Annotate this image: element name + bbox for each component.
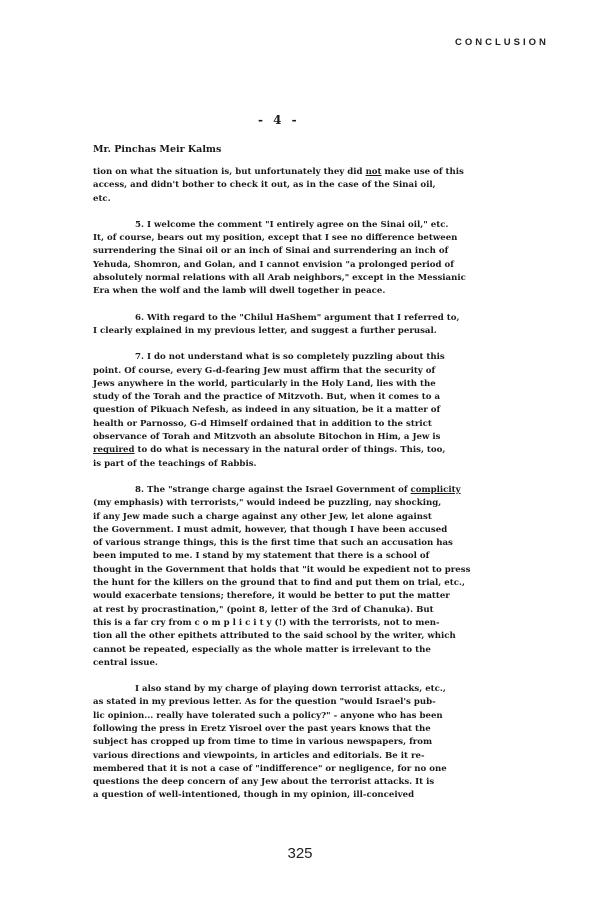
text-line	[93, 166, 523, 179]
emphasis-not: not	[365, 167, 382, 177]
paragraph-5	[93, 219, 523, 299]
text-line-fragment: make use of this	[381, 167, 464, 177]
text-line: observance of Torah and Mitzvoth an absolute Bitochon in Him, a Jew is	[93, 432, 441, 443]
text-line: health or Parnosso, G-d Himself ordained that in addition to the strict	[93, 418, 432, 429]
text-line: tion all the other epithets attributed to the said school by the writer, which	[93, 631, 456, 642]
text-line-fragment: to do what is necessary in the natural order of things. This, too,	[134, 445, 446, 456]
paragraph-7	[93, 351, 523, 471]
text-line: point. Of course, every G-d-fearing Jew must affirm that the security of	[93, 365, 436, 376]
text-line: central issue.	[93, 657, 158, 668]
text-line	[93, 484, 523, 497]
text-line: It, of course, bears out my position, except that I see no difference between	[93, 233, 458, 244]
text-line: questions the deep concern of any Jew about the terrorist attacks. It is	[93, 777, 435, 788]
paragraph-8	[93, 484, 523, 670]
letter-page-marker: - 4 -	[258, 113, 297, 127]
text-line: surrendering the Sinai oil or an inch of Sinai and surrendering an inch of	[93, 246, 449, 257]
text-line: 7. I do not understand what is so completely puzzling about this	[135, 352, 445, 363]
paragraph-6	[93, 312, 523, 339]
text-line: would exacerbate tensions; therefore, it would be better to put the matter	[93, 591, 450, 602]
text-line: Yehuda, Shomron, and Golan, and I cannot envision "a prolonged period of	[93, 259, 454, 270]
text-line: if any Jew made such a charge against any other Jew, let alone against	[93, 511, 432, 522]
text-line: 5. I welcome the comment "I entirely agree on the Sinai oil," etc.	[135, 219, 449, 230]
text-line: question of Pikuach Nefesh, as indeed in any situation, be it a matter of	[93, 405, 441, 416]
text-line: (my emphasis) with terrorists," would indeed be puzzling, nay shocking,	[93, 498, 442, 509]
text-line: following the press in Eretz Yisroel over the past years knows that the	[93, 723, 431, 734]
letter-addressee: Mr. Pinchas Meir Kalms	[93, 144, 222, 155]
text-line: Era when the wolf and the lamb will dwell together in peace.	[93, 286, 386, 297]
emphasis-required: required	[93, 445, 135, 456]
text-line: Jews anywhere in the world, particularly in the Holy Land, lies with the	[93, 378, 436, 389]
emphasis-complicity: complicity	[410, 484, 461, 495]
text-line: of various strange things, this is the first time that such an accusation has	[93, 538, 453, 549]
text-line: subject has cropped up from time to time in various newspapers, from	[93, 737, 433, 748]
text-line: lic opinion... really have tolerated such a policy?" - anyone who has been	[93, 710, 443, 721]
letter-body	[93, 166, 523, 816]
text-line: etc.	[93, 193, 111, 204]
text-line: the Government. I must admit, however, that though I have been accused	[93, 524, 448, 535]
text-line	[93, 444, 523, 457]
text-line: various directions and viewpoints, in articles and editorials. Be it re-	[93, 750, 425, 761]
text-line: cannot be repeated, especially as the whole matter is irrelevant to the	[93, 644, 431, 655]
text-line: 6. With regard to the "Chilul HaShem" argument that I referred to,	[135, 312, 460, 323]
text-line-fragment: 8. The "strange charge against the Israel Government of	[135, 484, 411, 495]
paragraph-continuation	[93, 166, 523, 206]
text-line: I also stand by my charge of playing down terrorist attacks, etc.,	[135, 684, 446, 695]
text-line: is part of the teachings of Rabbis.	[93, 458, 257, 469]
text-line: been imputed to me. I stand by my statement that there is a school of	[93, 551, 430, 562]
section-header-label: CONCLUSION	[455, 37, 549, 48]
text-line: as stated in my previous letter. As for the question "would Israel's pub-	[93, 697, 436, 708]
text-line: at rest by procrastination," (point 8, letter of the 3rd of Chanuka). But	[93, 604, 434, 615]
paragraph-9	[93, 683, 523, 803]
text-line: a question of well-intentioned, though in my opinion, ill-conceived	[93, 790, 415, 801]
text-line: I clearly explained in my previous letter, and suggest a further perusal.	[93, 325, 437, 336]
text-line: thought in the Government that holds that "it would be expedient not to press	[93, 564, 471, 575]
text-line: this is a far cry from c o m p l i c i t y (!) with the terrorists, not to men-	[93, 617, 440, 628]
text-line: access, and didn't bother to check it out, as in the case of the Sinai oil,	[93, 180, 436, 191]
text-line: absolutely normal relations with all Arab neighbors," except in the Messianic	[93, 273, 466, 284]
text-line: membered that it is not a case of "indifference" or negligence, for no one	[93, 763, 447, 774]
text-line: the hunt for the killers on the ground that to find and put them on trial, etc.,	[93, 578, 465, 589]
text-line-fragment: tion on what the situation is, but unfortunately they did	[93, 167, 366, 177]
text-line: study of the Torah and the practice of Mitzvoth. But, when it comes to a	[93, 392, 441, 403]
book-page-number: 325	[287, 845, 313, 862]
